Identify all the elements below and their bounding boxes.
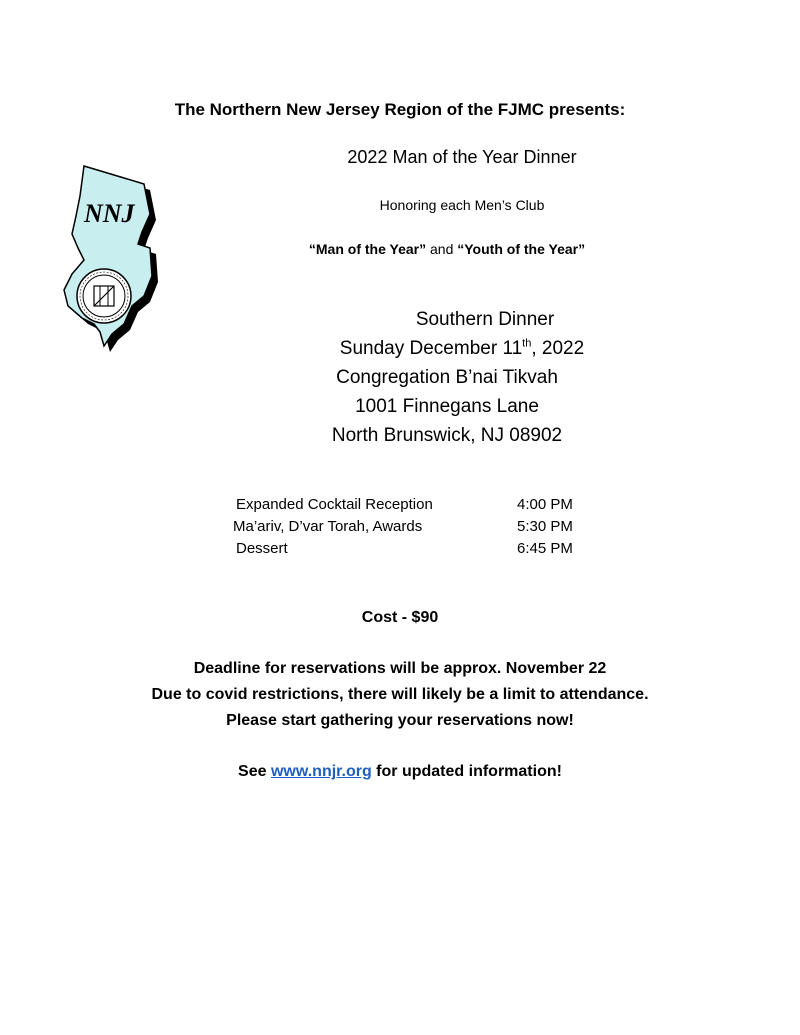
schedule-item-time: 4:00 PM: [517, 496, 573, 513]
event-name: Southern Dinner: [415, 309, 555, 330]
info-prefix: See: [238, 763, 267, 780]
award-joiner: and: [430, 241, 454, 257]
gather-notice: Please start gathering your reservations now!: [226, 712, 574, 729]
event-date: [340, 338, 584, 360]
presents-heading: The Northern New Jersey Region of the FJMC presents:: [174, 100, 626, 119]
website-link[interactable]: www.nnjr.org: [270, 763, 372, 780]
event-date-year: , 2022: [531, 338, 585, 359]
event-date-suffix: th: [522, 337, 532, 350]
event-city: North Brunswick, NJ 08902: [331, 425, 563, 446]
award-youth-of-year: “Youth of the Year”: [457, 241, 586, 257]
info-line: [238, 763, 562, 781]
dinner-title: 2022 Man of the Year Dinner: [347, 147, 577, 167]
nnj-region-logo: [60, 162, 166, 354]
cost-line: Cost - $90: [361, 609, 439, 626]
schedule-item-time: 6:45 PM: [517, 540, 573, 557]
schedule-item-time: 5:30 PM: [517, 518, 573, 535]
covid-notice: Due to covid restrictions, there will likely be a limit to attendance.: [151, 686, 649, 703]
info-suffix: for updated information!: [376, 763, 562, 780]
schedule-item-label: Ma’ariv, D’var Torah, Awards: [233, 518, 423, 535]
deadline-notice: Deadline for reservations will be approx. November 22: [193, 660, 607, 677]
event-venue: Congregation B’nai Tikvah: [336, 367, 558, 388]
schedule-item-label: Expanded Cocktail Reception: [236, 496, 433, 513]
awards-line: [309, 241, 585, 257]
fjmc-seal-icon: [77, 269, 131, 323]
logo-text: NNJ: [84, 199, 135, 228]
honoring-line: Honoring each Men’s Club: [379, 197, 545, 213]
event-date-prefix: Sunday December 11: [339, 338, 523, 359]
award-man-of-year: “Man of the Year”: [308, 241, 427, 257]
event-street: 1001 Finnegans Lane: [355, 396, 539, 417]
schedule-item-label: Dessert: [236, 540, 288, 557]
